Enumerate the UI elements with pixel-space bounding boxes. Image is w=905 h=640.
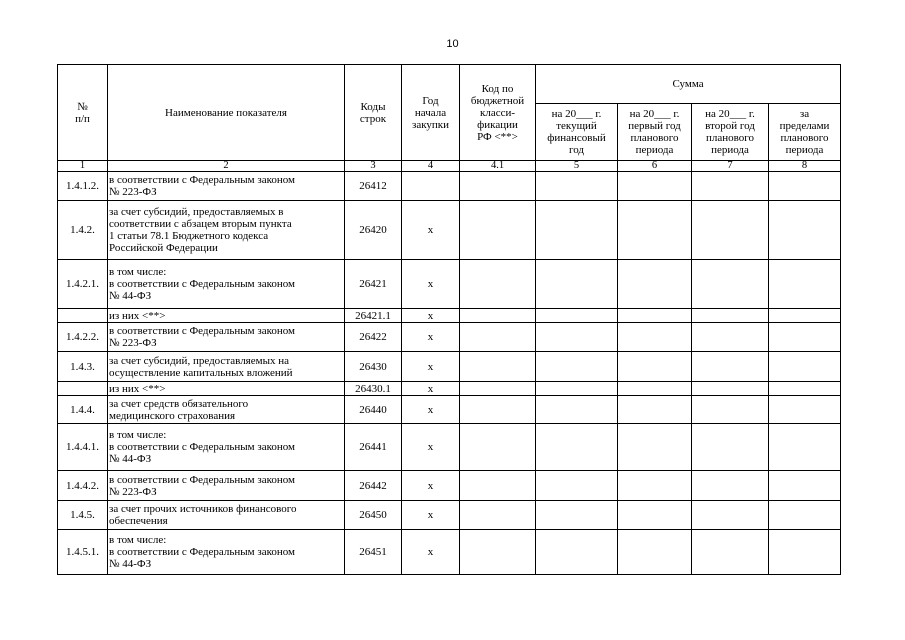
col-number: 5 [536, 161, 618, 172]
row-sum-1 [536, 382, 618, 396]
row-number: 1.4.4. [58, 396, 108, 424]
row-sum-2 [618, 201, 692, 260]
row-year: x [402, 201, 460, 260]
row-sum-4 [769, 530, 841, 575]
header-sum-col-4: за пределами планового периода [769, 104, 841, 161]
row-year: x [402, 396, 460, 424]
col-number: 2 [108, 161, 345, 172]
row-name: в соответствии с Федеральным законом № 223-ФЗ [108, 172, 345, 201]
row-budget-code [460, 471, 536, 501]
header-codes: Коды строк [345, 65, 402, 161]
row-name: в том числе: в соответствии с Федеральным законом № 44-ФЗ [108, 260, 345, 309]
row-number: 1.4.4.1. [58, 424, 108, 471]
row-number: 1.4.2.1. [58, 260, 108, 309]
row-number: 1.4.4.2. [58, 471, 108, 501]
header-row-top [58, 65, 841, 104]
row-year: x [402, 424, 460, 471]
row-code: 26451 [345, 530, 402, 575]
row-budget-code [460, 396, 536, 424]
row-sum-3 [692, 260, 769, 309]
table-row [58, 352, 841, 382]
col-number: 1 [58, 161, 108, 172]
row-sum-1 [536, 201, 618, 260]
row-year [402, 172, 460, 201]
row-sum-3 [692, 309, 769, 323]
row-sum-3 [692, 201, 769, 260]
row-year: x [402, 352, 460, 382]
row-number: 1.4.1.2. [58, 172, 108, 201]
row-sum-2 [618, 424, 692, 471]
row-name: в соответствии с Федеральным законом № 223-ФЗ [108, 471, 345, 501]
row-budget-code [460, 260, 536, 309]
row-sum-4 [769, 323, 841, 352]
row-name: за счет средств обязательного медицинского страхования [108, 396, 345, 424]
row-budget-code [460, 382, 536, 396]
row-sum-2 [618, 396, 692, 424]
row-sum-3 [692, 352, 769, 382]
row-year: x [402, 260, 460, 309]
row-sum-2 [618, 352, 692, 382]
table-row [58, 424, 841, 471]
table-row [58, 530, 841, 575]
col-number: 7 [692, 161, 769, 172]
row-sum-3 [692, 382, 769, 396]
row-code: 26450 [345, 501, 402, 530]
row-sum-1 [536, 172, 618, 201]
row-sum-4 [769, 424, 841, 471]
row-number: 1.4.2.2. [58, 323, 108, 352]
row-budget-code [460, 530, 536, 575]
row-sum-2 [618, 260, 692, 309]
row-sum-2 [618, 501, 692, 530]
row-code: 26430.1 [345, 382, 402, 396]
header-name: Наименование показателя [108, 65, 345, 161]
row-budget-code [460, 323, 536, 352]
header-sum-col-1: на 20___ г. текущий финансовый год [536, 104, 618, 161]
row-name: из них <**> [108, 309, 345, 323]
row-budget-code [460, 501, 536, 530]
row-sum-4 [769, 396, 841, 424]
row-budget-code [460, 201, 536, 260]
row-budget-code [460, 172, 536, 201]
row-code: 26420 [345, 201, 402, 260]
row-number [58, 382, 108, 396]
col-number: 4.1 [460, 161, 536, 172]
row-sum-1 [536, 309, 618, 323]
page-number: 10 [446, 38, 459, 50]
header-year: Год начала закупки [402, 65, 460, 161]
header-num: № п/п [58, 65, 108, 161]
col-number: 6 [618, 161, 692, 172]
row-sum-3 [692, 424, 769, 471]
column-numbers-row [58, 161, 841, 172]
row-sum-1 [536, 501, 618, 530]
table-row [58, 501, 841, 530]
row-number: 1.4.2. [58, 201, 108, 260]
row-number [58, 309, 108, 323]
row-year: x [402, 323, 460, 352]
row-number: 1.4.5. [58, 501, 108, 530]
row-sum-1 [536, 530, 618, 575]
row-name: в том числе: в соответствии с Федеральным законом № 44-ФЗ [108, 530, 345, 575]
row-sum-1 [536, 323, 618, 352]
row-sum-4 [769, 201, 841, 260]
row-code: 26412 [345, 172, 402, 201]
header-sum-col-2: на 20___ г. первый год планового периода [618, 104, 692, 161]
row-year: x [402, 530, 460, 575]
row-sum-2 [618, 323, 692, 352]
row-sum-2 [618, 382, 692, 396]
row-sum-4 [769, 260, 841, 309]
table-row [58, 309, 841, 323]
table-row [58, 382, 841, 396]
row-name: за счет субсидий, предоставляемых в соответствии с абзацем вторым пункта 1 статьи 78.1 Бюджетного кодекса Российской Федерации [108, 201, 345, 260]
row-number: 1.4.3. [58, 352, 108, 382]
row-name: в соответствии с Федеральным законом № 223-ФЗ [108, 323, 345, 352]
row-sum-2 [618, 530, 692, 575]
col-number: 8 [769, 161, 841, 172]
row-sum-4 [769, 172, 841, 201]
row-sum-4 [769, 501, 841, 530]
row-code: 26421 [345, 260, 402, 309]
row-sum-3 [692, 530, 769, 575]
header-sum: Сумма [536, 65, 841, 104]
row-code: 26441 [345, 424, 402, 471]
row-name: из них <**> [108, 382, 345, 396]
row-name: за счет прочих источников финансового обеспечения [108, 501, 345, 530]
row-code: 26442 [345, 471, 402, 501]
row-year: x [402, 382, 460, 396]
row-code: 26421.1 [345, 309, 402, 323]
table-row [58, 172, 841, 201]
row-sum-3 [692, 501, 769, 530]
row-year: x [402, 309, 460, 323]
row-year: x [402, 501, 460, 530]
row-sum-1 [536, 424, 618, 471]
row-sum-4 [769, 352, 841, 382]
table-row [58, 260, 841, 309]
row-sum-2 [618, 172, 692, 201]
row-sum-4 [769, 382, 841, 396]
row-sum-3 [692, 323, 769, 352]
row-sum-3 [692, 471, 769, 501]
row-sum-3 [692, 172, 769, 201]
row-sum-1 [536, 471, 618, 501]
report-table [57, 64, 841, 575]
row-sum-1 [536, 396, 618, 424]
row-budget-code [460, 309, 536, 323]
row-code: 26440 [345, 396, 402, 424]
table-row [58, 396, 841, 424]
row-sum-3 [692, 396, 769, 424]
row-number: 1.4.5.1. [58, 530, 108, 575]
table-row [58, 201, 841, 260]
row-budget-code [460, 424, 536, 471]
table-row [58, 471, 841, 501]
header-budget-code: Код по бюджетной класси- фикации РФ <**> [460, 65, 536, 161]
row-sum-1 [536, 260, 618, 309]
col-number: 3 [345, 161, 402, 172]
row-sum-4 [769, 471, 841, 501]
row-sum-4 [769, 309, 841, 323]
row-budget-code [460, 352, 536, 382]
col-number: 4 [402, 161, 460, 172]
row-code: 26430 [345, 352, 402, 382]
row-sum-2 [618, 471, 692, 501]
row-name: в том числе: в соответствии с Федеральным законом № 44-ФЗ [108, 424, 345, 471]
row-sum-2 [618, 309, 692, 323]
row-name: за счет субсидий, предоставляемых на осуществление капитальных вложений [108, 352, 345, 382]
row-code: 26422 [345, 323, 402, 352]
header-sum-col-3: на 20___ г. второй год планового периода [692, 104, 769, 161]
row-year: x [402, 471, 460, 501]
table-row [58, 323, 841, 352]
row-sum-1 [536, 352, 618, 382]
